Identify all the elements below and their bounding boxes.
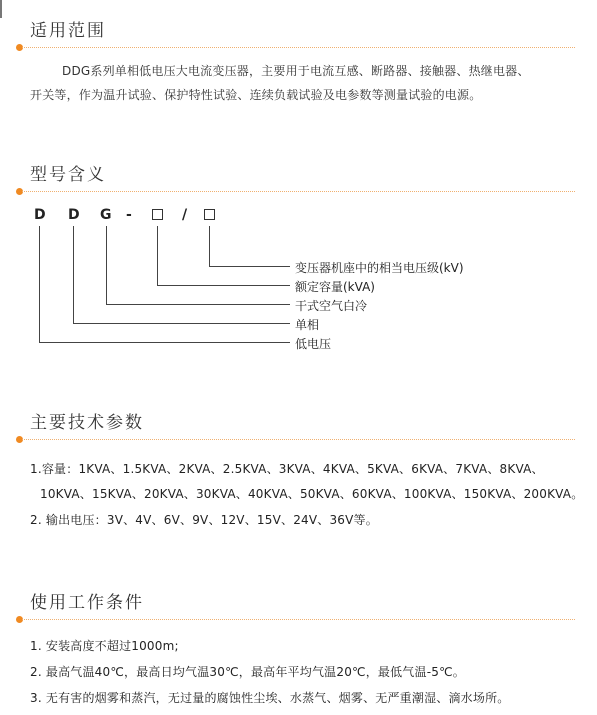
- spec-capacity-line-1: 1.容量：1KVA、1.5KVA、2KVA、2.5KVA、3KVA、4KVA、5KVA、6KVA、7KVA、8KVA、: [30, 462, 544, 476]
- label-low-voltage: 低电压: [295, 337, 332, 351]
- scope-text-line-1: DDG系列单相低电压大电流变压器，主要用于电流互感、断路器、接触器、热继电器、: [62, 64, 530, 78]
- section-divider: [22, 439, 575, 440]
- leader-line-dry-type: [107, 226, 291, 305]
- section-model-title: 型号含义: [30, 165, 106, 185]
- section-divider: [22, 619, 575, 620]
- scope-text-line-2: 开关等，作为温升试验、保护特性试验、连续负载试验及电参数等测量试验的电源。: [30, 88, 482, 102]
- condition-altitude: 1. 安装高度不超过1000m;: [30, 639, 179, 653]
- code-slash: /: [182, 207, 188, 223]
- section-scope-title: 适用范围: [30, 21, 106, 41]
- condition-environment: 3. 无有害的烟雾和蒸汽，无过量的腐蚀性尘埃、水蒸气、烟雾、无严重潮湿、滴水场所。: [30, 691, 510, 705]
- code-letter-g: G: [100, 207, 112, 223]
- code-dash: -: [126, 207, 132, 223]
- leader-line-capacity: [158, 226, 291, 286]
- code-letter-d2: D: [68, 207, 80, 223]
- label-dry-type: 干式空气白冷: [295, 299, 368, 313]
- label-single-phase: 单相: [295, 318, 320, 332]
- section-conditions-title: 使用工作条件: [30, 593, 144, 613]
- condition-temperature: 2. 最高气温40℃，最高日均气温30℃，最高年平均气温20℃，最低气温-5℃。: [30, 665, 465, 679]
- spec-output-voltage: 2. 输出电压：3V、4V、6V、9V、12V、15V、24V、36V等。: [30, 513, 378, 527]
- code-letter-d1: D: [34, 207, 46, 223]
- leader-line-voltage-level: [210, 226, 291, 267]
- leader-line-low-voltage: [40, 226, 291, 343]
- spec-capacity-line-2: 10KVA、15KVA、20KVA、30KVA、40KVA、50KVA、60KVA、100KVA、150KVA、200KVA。: [40, 487, 584, 501]
- leader-line-single-phase: [74, 226, 291, 324]
- label-voltage-level: 变压器机座中的相当电压级(kV): [295, 261, 464, 275]
- label-capacity: 额定容量(kVA): [295, 280, 375, 294]
- section-specs-title: 主要技术参数: [30, 413, 144, 433]
